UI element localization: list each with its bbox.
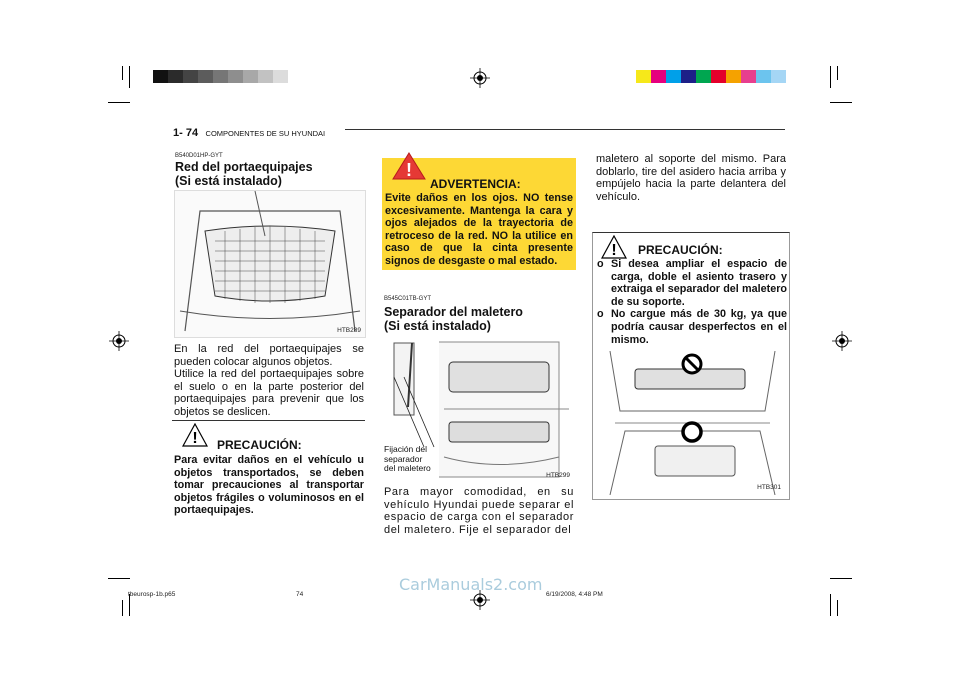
caution-title: PRECAUCIÓN: bbox=[638, 243, 723, 257]
registration-target-icon bbox=[470, 68, 490, 88]
svg-text:!: ! bbox=[406, 160, 412, 180]
color-swatch bbox=[696, 70, 711, 83]
caution-box bbox=[172, 420, 365, 521]
prohibited-icon bbox=[681, 353, 703, 375]
registration-swatch bbox=[198, 70, 213, 83]
list-item-text: No cargue más de 30 kg, ya que podría causar desperfectos en el mismo. bbox=[611, 308, 787, 346]
color-swatch bbox=[636, 70, 651, 83]
footer-datetime: 6/19/2008, 4:48 PM bbox=[546, 591, 603, 598]
warning-title: ADVERTENCIA: bbox=[430, 177, 521, 191]
registration-swatch bbox=[153, 70, 168, 83]
section-title: COMPONENTES DE SU HYUNDAI bbox=[205, 129, 326, 138]
allowed-icon bbox=[681, 421, 703, 443]
registration-swatch bbox=[213, 70, 228, 83]
registration-swatch bbox=[243, 70, 258, 83]
color-swatch bbox=[771, 70, 786, 83]
registration-swatch bbox=[183, 70, 198, 83]
footer-page: 74 bbox=[296, 591, 304, 598]
list-item-text: Si desea ampliar el espacio de carga, doble el asiento trasero y extraiga el separador del maletero de su soporte. bbox=[611, 258, 787, 308]
image-code: HTB299 bbox=[546, 472, 570, 479]
cargo-net-illustration bbox=[174, 190, 366, 338]
svg-text:!: ! bbox=[192, 430, 198, 447]
warning-triangle-icon bbox=[182, 423, 208, 447]
divider-paragraph-continued: maletero al soporte del mismo. Para doblarlo, tire del asidero hacia arriba y empújelo hacia la parte delantera del vehículo. bbox=[596, 153, 786, 203]
color-swatch bbox=[711, 70, 726, 83]
section-heading: Red del portaequipajes (Si está instalado) bbox=[175, 160, 313, 188]
caution-box bbox=[592, 232, 790, 500]
list-item bbox=[597, 308, 787, 346]
section-heading: Separador del maletero (Si está instalado) bbox=[384, 305, 523, 333]
watermark: CarManuals2.com bbox=[399, 575, 543, 594]
image-label: Fijación del separador del maletero bbox=[384, 444, 431, 473]
net-paragraph: En la red del portaequipajes se pueden colocar algunos objetos. Utilice la red del portaequipajes sobre el suelo o en la parte posterior del portaequipajes para prevenir que los objetos se deslicen. bbox=[174, 343, 364, 418]
color-swatch bbox=[741, 70, 756, 83]
registration-swatch bbox=[228, 70, 243, 83]
registration-swatch bbox=[273, 70, 288, 83]
section-code: B540D01HP-GYT bbox=[175, 153, 223, 159]
svg-text:!: ! bbox=[611, 242, 617, 259]
color-swatch bbox=[651, 70, 666, 83]
registration-swatch bbox=[258, 70, 273, 83]
color-swatch bbox=[726, 70, 741, 83]
page-header bbox=[173, 123, 785, 137]
page-number: 1- 74 bbox=[173, 127, 199, 139]
warning-triangle-icon bbox=[601, 235, 627, 259]
color-swatch bbox=[666, 70, 681, 83]
registration-target-icon bbox=[832, 331, 852, 351]
footer-file: tbeurosp-1b.p65 bbox=[128, 591, 176, 598]
registration-swatch bbox=[168, 70, 183, 83]
bullet-marker: o bbox=[597, 308, 604, 321]
color-swatch bbox=[681, 70, 696, 83]
caution-text: Para evitar daños en el vehículo u objetos transportados, se deben tomar precauciones al transportar objetos frágiles o voluminosos en el portaequipajes. bbox=[174, 454, 364, 517]
divider-usage-illustration bbox=[595, 351, 787, 495]
warning-triangle-icon bbox=[392, 152, 426, 180]
caution-title: PRECAUCIÓN: bbox=[217, 438, 302, 452]
image-code: HTB301 bbox=[757, 484, 781, 491]
header-rule bbox=[345, 129, 785, 130]
warning-text: Evite daños en los ojos. NO tense excesivamente. Mantenga la cara y ojos alejados de la trayectoria de retroceso de la red. NO la utilice en caso de que la cinta presente signos de desgaste o mal estado. bbox=[385, 192, 573, 267]
registration-target-icon bbox=[109, 331, 129, 351]
caution-list bbox=[597, 258, 787, 346]
cargo-divider-illustration bbox=[384, 337, 574, 483]
divider-paragraph: Para mayor comodidad, en su vehículo Hyundai puede separar el espacio de carga con el separador del maletero. Fije el separador del bbox=[384, 486, 574, 536]
image-code: HTB289 bbox=[337, 327, 361, 334]
section-code: B545C01TB-GYT bbox=[384, 296, 432, 302]
list-item bbox=[597, 258, 787, 308]
warning-box bbox=[382, 158, 576, 270]
color-swatch bbox=[756, 70, 771, 83]
bullet-marker: o bbox=[597, 258, 604, 270]
